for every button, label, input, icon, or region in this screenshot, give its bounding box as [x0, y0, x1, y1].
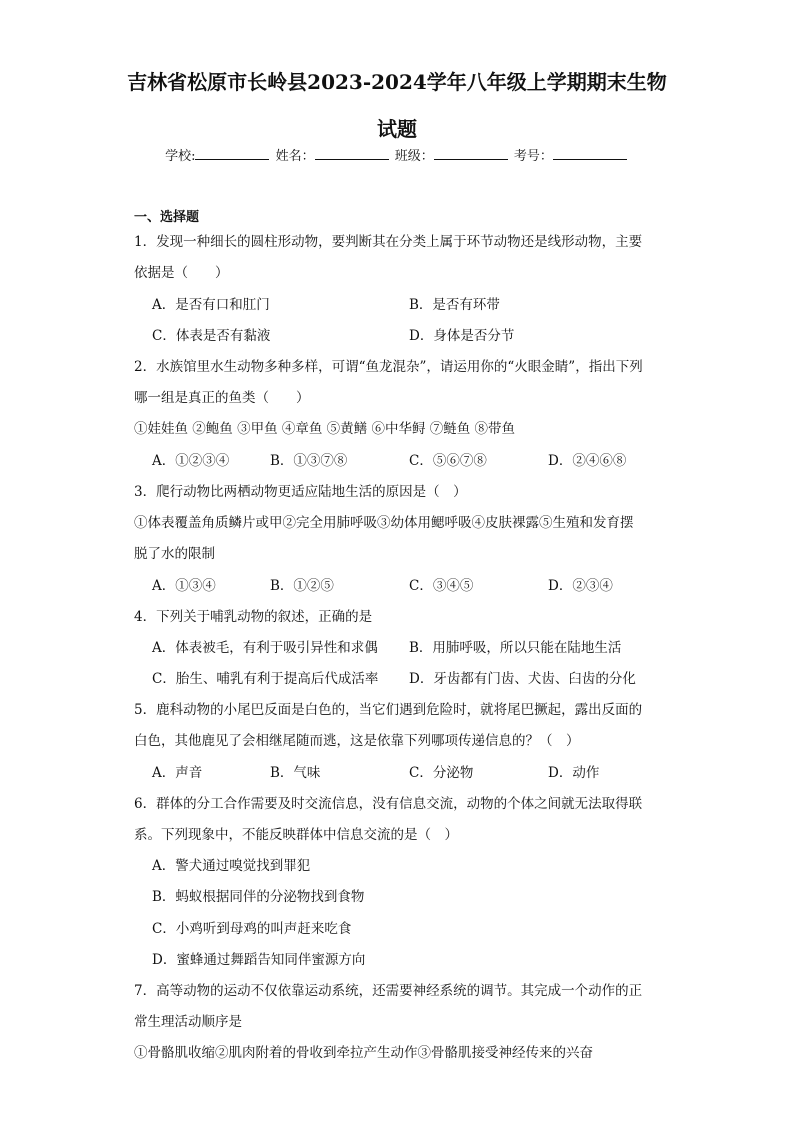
q6-stem-line1: 6．群体的分工合作需要及时交流信息，没有信息交流，动物的个体之间就无法取得联 — [134, 796, 643, 812]
q2-option-b: B．①③⑦⑧ — [270, 453, 348, 469]
q4-option-c: C．胎生、哺乳有利于提高后代成活率 — [152, 671, 379, 687]
q1-stem-line2: 依据是（ ） — [134, 265, 229, 281]
q2-stem-line1: 2．水族馆里水生动物多种多样，可谓“鱼龙混杂”，请运用你的“火眼金睛”，指出下列 — [134, 359, 643, 375]
exam-number-blank — [553, 145, 627, 160]
exam-number-label: 考号： — [513, 149, 553, 164]
q2-stem-line2: 哪一组是真正的鱼类（ ） — [134, 390, 310, 406]
q4-option-d: D．牙齿都有门齿、犬齿、臼齿的分化 — [409, 671, 636, 687]
class-label: 班级： — [394, 149, 434, 164]
q2-option-c: C．⑤⑥⑦⑧ — [409, 453, 487, 469]
q3-stem-line2: ①体表覆盖角质鳞片或甲②完全用肺呼吸③幼体用鳃呼吸④皮肤裸露⑤生殖和发育摆 — [134, 515, 634, 531]
q3-option-a: A．①③④ — [152, 578, 216, 594]
q6-option-d: D．蜜蜂通过舞蹈告知同伴蜜源方向 — [152, 952, 366, 968]
school-blank — [195, 145, 269, 160]
q5-option-d: D．动作 — [548, 765, 600, 781]
q2-option-a: A．①②③④ — [152, 453, 230, 469]
q5-option-a: A．声音 — [152, 765, 203, 781]
school-label: 学校: — [165, 149, 196, 164]
section-heading: 一、选择题 — [134, 210, 200, 225]
exam-title-line1: 吉林省松原市长岭县2023-2024学年八年级上学期期末生物 — [127, 70, 667, 94]
q3-option-c: C．③④⑤ — [409, 578, 474, 594]
q1-option-d: D．身体是否分节 — [409, 328, 515, 344]
exam-title-line2: 试题 — [377, 117, 417, 141]
q5-option-b: B．气味 — [270, 765, 321, 781]
q2-stem-line3: ①娃娃鱼 ②鲍鱼 ③甲鱼 ④章鱼 ⑤黄鳝 ⑥中华鲟 ⑦鲢鱼 ⑧带鱼 — [134, 421, 516, 437]
q7-stem-line1: 7．高等动物的运动不仅依靠运动系统，还需要神经系统的调节。其完成一个动作的正 — [134, 983, 643, 999]
q1-option-c: C．体表是否有黏液 — [152, 328, 271, 344]
q4-option-a: A．体表被毛，有利于吸引异性和求偶 — [152, 640, 378, 656]
q6-option-a: A．警犬通过嗅觉找到罪犯 — [152, 858, 311, 874]
q4-stem-line1: 4．下列关于哺乳动物的叙述，正确的是 — [134, 609, 373, 625]
q3-stem-line1: 3．爬行动物比两栖动物更适应陆地生活的原因是（ ） — [134, 484, 467, 500]
q1-stem-line1: 1．发现一种细长的圆柱形动物，要判断其在分类上属于环节动物还是线形动物，主要 — [134, 234, 643, 250]
q7-stem-line3: ①骨骼肌收缩②肌肉附着的骨收到牵拉产生动作③骨骼肌接受神经传来的兴奋 — [134, 1045, 593, 1061]
name-label: 姓名： — [275, 149, 315, 164]
q3-option-b: B．①②⑤ — [270, 578, 334, 594]
name-blank — [315, 145, 389, 160]
q2-option-d: D．②④⑥⑧ — [548, 453, 627, 469]
student-info-row — [0, 145, 794, 164]
q4-option-b: B．用肺呼吸，所以只能在陆地生活 — [409, 640, 622, 656]
q1-option-b: B．是否有环带 — [409, 297, 500, 313]
q6-stem-line2: 系。下列现象中，不能反映群体中信息交流的是（ ） — [134, 827, 458, 843]
q6-option-c: C．小鸡听到母鸡的叫声赶来吃食 — [152, 921, 352, 937]
q7-stem-line2: 常生理活动顺序是 — [134, 1014, 242, 1030]
q3-stem-line3: 脱了水的限制 — [134, 546, 215, 562]
q5-option-c: C．分泌物 — [409, 765, 474, 781]
q5-stem-line1: 5．鹿科动物的小尾巴反面是白色的，当它们遇到危险时，就将尾巴撅起，露出反面的 — [134, 702, 643, 718]
q5-stem-line2: 白色，其他鹿见了会相继尾随而逃，这是依靠下列哪项传递信息的？（ ） — [134, 733, 580, 749]
q1-option-a: A．是否有口和肛门 — [152, 297, 270, 313]
q3-option-d: D．②③④ — [548, 578, 613, 594]
class-blank — [434, 145, 508, 160]
q6-option-b: B．蚂蚁根据同伴的分泌物找到食物 — [152, 889, 365, 905]
